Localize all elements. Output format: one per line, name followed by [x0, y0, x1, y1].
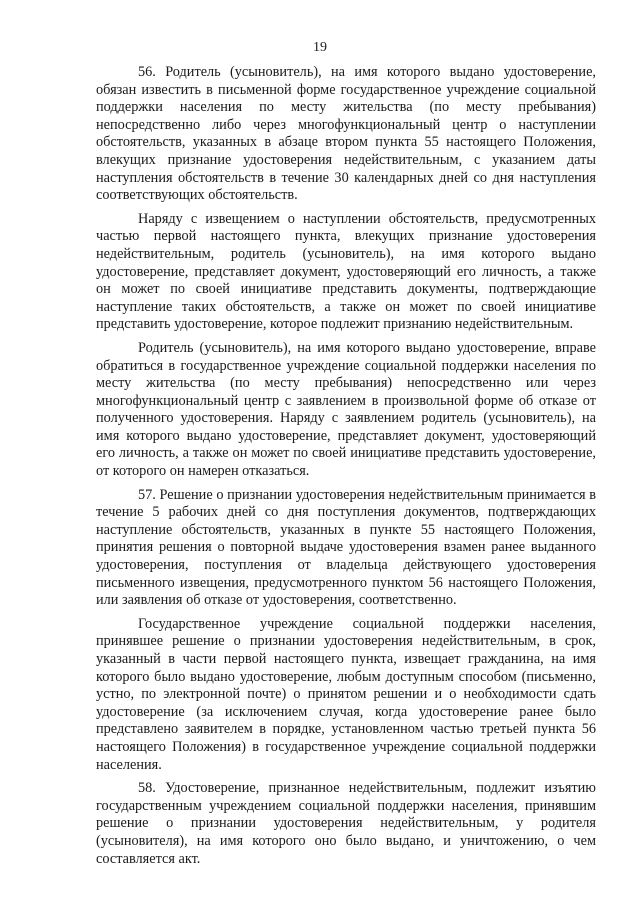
- paragraph-56-part-3: Родитель (усыновитель), на имя которого выдано удостоверение, вправе обратиться в государственное учреждение социальной поддержки населения по месту жительства (по месту пребывания) непосредственно или через многофункциональный центр с заявлением в произвольной форме об отказе от полученного удостоверения. Наряду с заявлением родитель (усыновитель), на имя которого выдано удостоверение, представляет документ, удостоверяющий его личность, а также он может по своей инициативе представить удостоверение, от которого он намерен отказаться.: [96, 339, 596, 480]
- paragraph-58: 58. Удостоверение, признанное недействительным, подлежит изъятию государственным учреждением социальной поддержки населения, принявшим решение о признании удостоверения недействительным, у родителя (усыновителя), на имя которого оно было выдано, и уничтожению, о чем составляется акт.: [96, 780, 596, 867]
- document-body: [96, 64, 596, 874]
- paragraph-56-part-2: Наряду с извещением о наступлении обстоятельств, предусмотренных частью первой настоящего пункта, влекущих признание удостоверения недействительным, родитель (усыновитель), на имя которого выдано удостоверение, представляет документ, удостоверяющий его личность, а также он может по своей инициативе представить документы, подтверждающие наступление таких обстоятельств, а также он может по своей инициативе представить удостоверение, которое подлежит признанию недействительным.: [96, 210, 596, 333]
- paragraph-57-part-2: Государственное учреждение социальной поддержки населения, принявшее решение о признании удостоверения недействительным, в срок, указанный в части первой настоящего пункта, извещает гражданина, на имя которого было выдано удостоверение, любым доступным способом (письменно, устно, по электронной почте) о принятом решении и о необходимости сдать удостоверение (за исключением случая, когда удостоверение ранее было представлено заявителем в порядке, установленном частью третьей пункта 56 настоящего Положения) в государственное учреждение социальной поддержки населения.: [96, 615, 596, 773]
- paragraph-57: 57. Решение о признании удостоверения недействительным принимается в течение 5 рабочих дней со дня поступления документов, подтверждающих наступление обстоятельств, указанных в пункте 55 настоящего Положения, принятия решения о повторной выдаче удостоверения взамен ранее выданного удостоверения, поступления от владельца действующего удостоверения письменного извещения, предусмотренного пунктом 56 настоящего Положения, или заявления об отказе от удостоверения, соответственно.: [96, 486, 596, 609]
- page-number: 19: [313, 40, 327, 55]
- paragraph-56: 56. Родитель (усыновитель), на имя которого выдано удостоверение, обязан известить в письменной форме государственное учреждение социальной поддержки населения по месту жительства (по месту пребывания) непосредственно либо через многофункциональный центр о наступлении обстоятельств, указанных в абзаце втором пункта 55 настоящего Положения, влекущих признание удостоверения недействительным, с указанием даты наступления обстоятельств в течение 30 календарных дней со дня наступления соответствующих обстоятельств.: [96, 64, 596, 204]
